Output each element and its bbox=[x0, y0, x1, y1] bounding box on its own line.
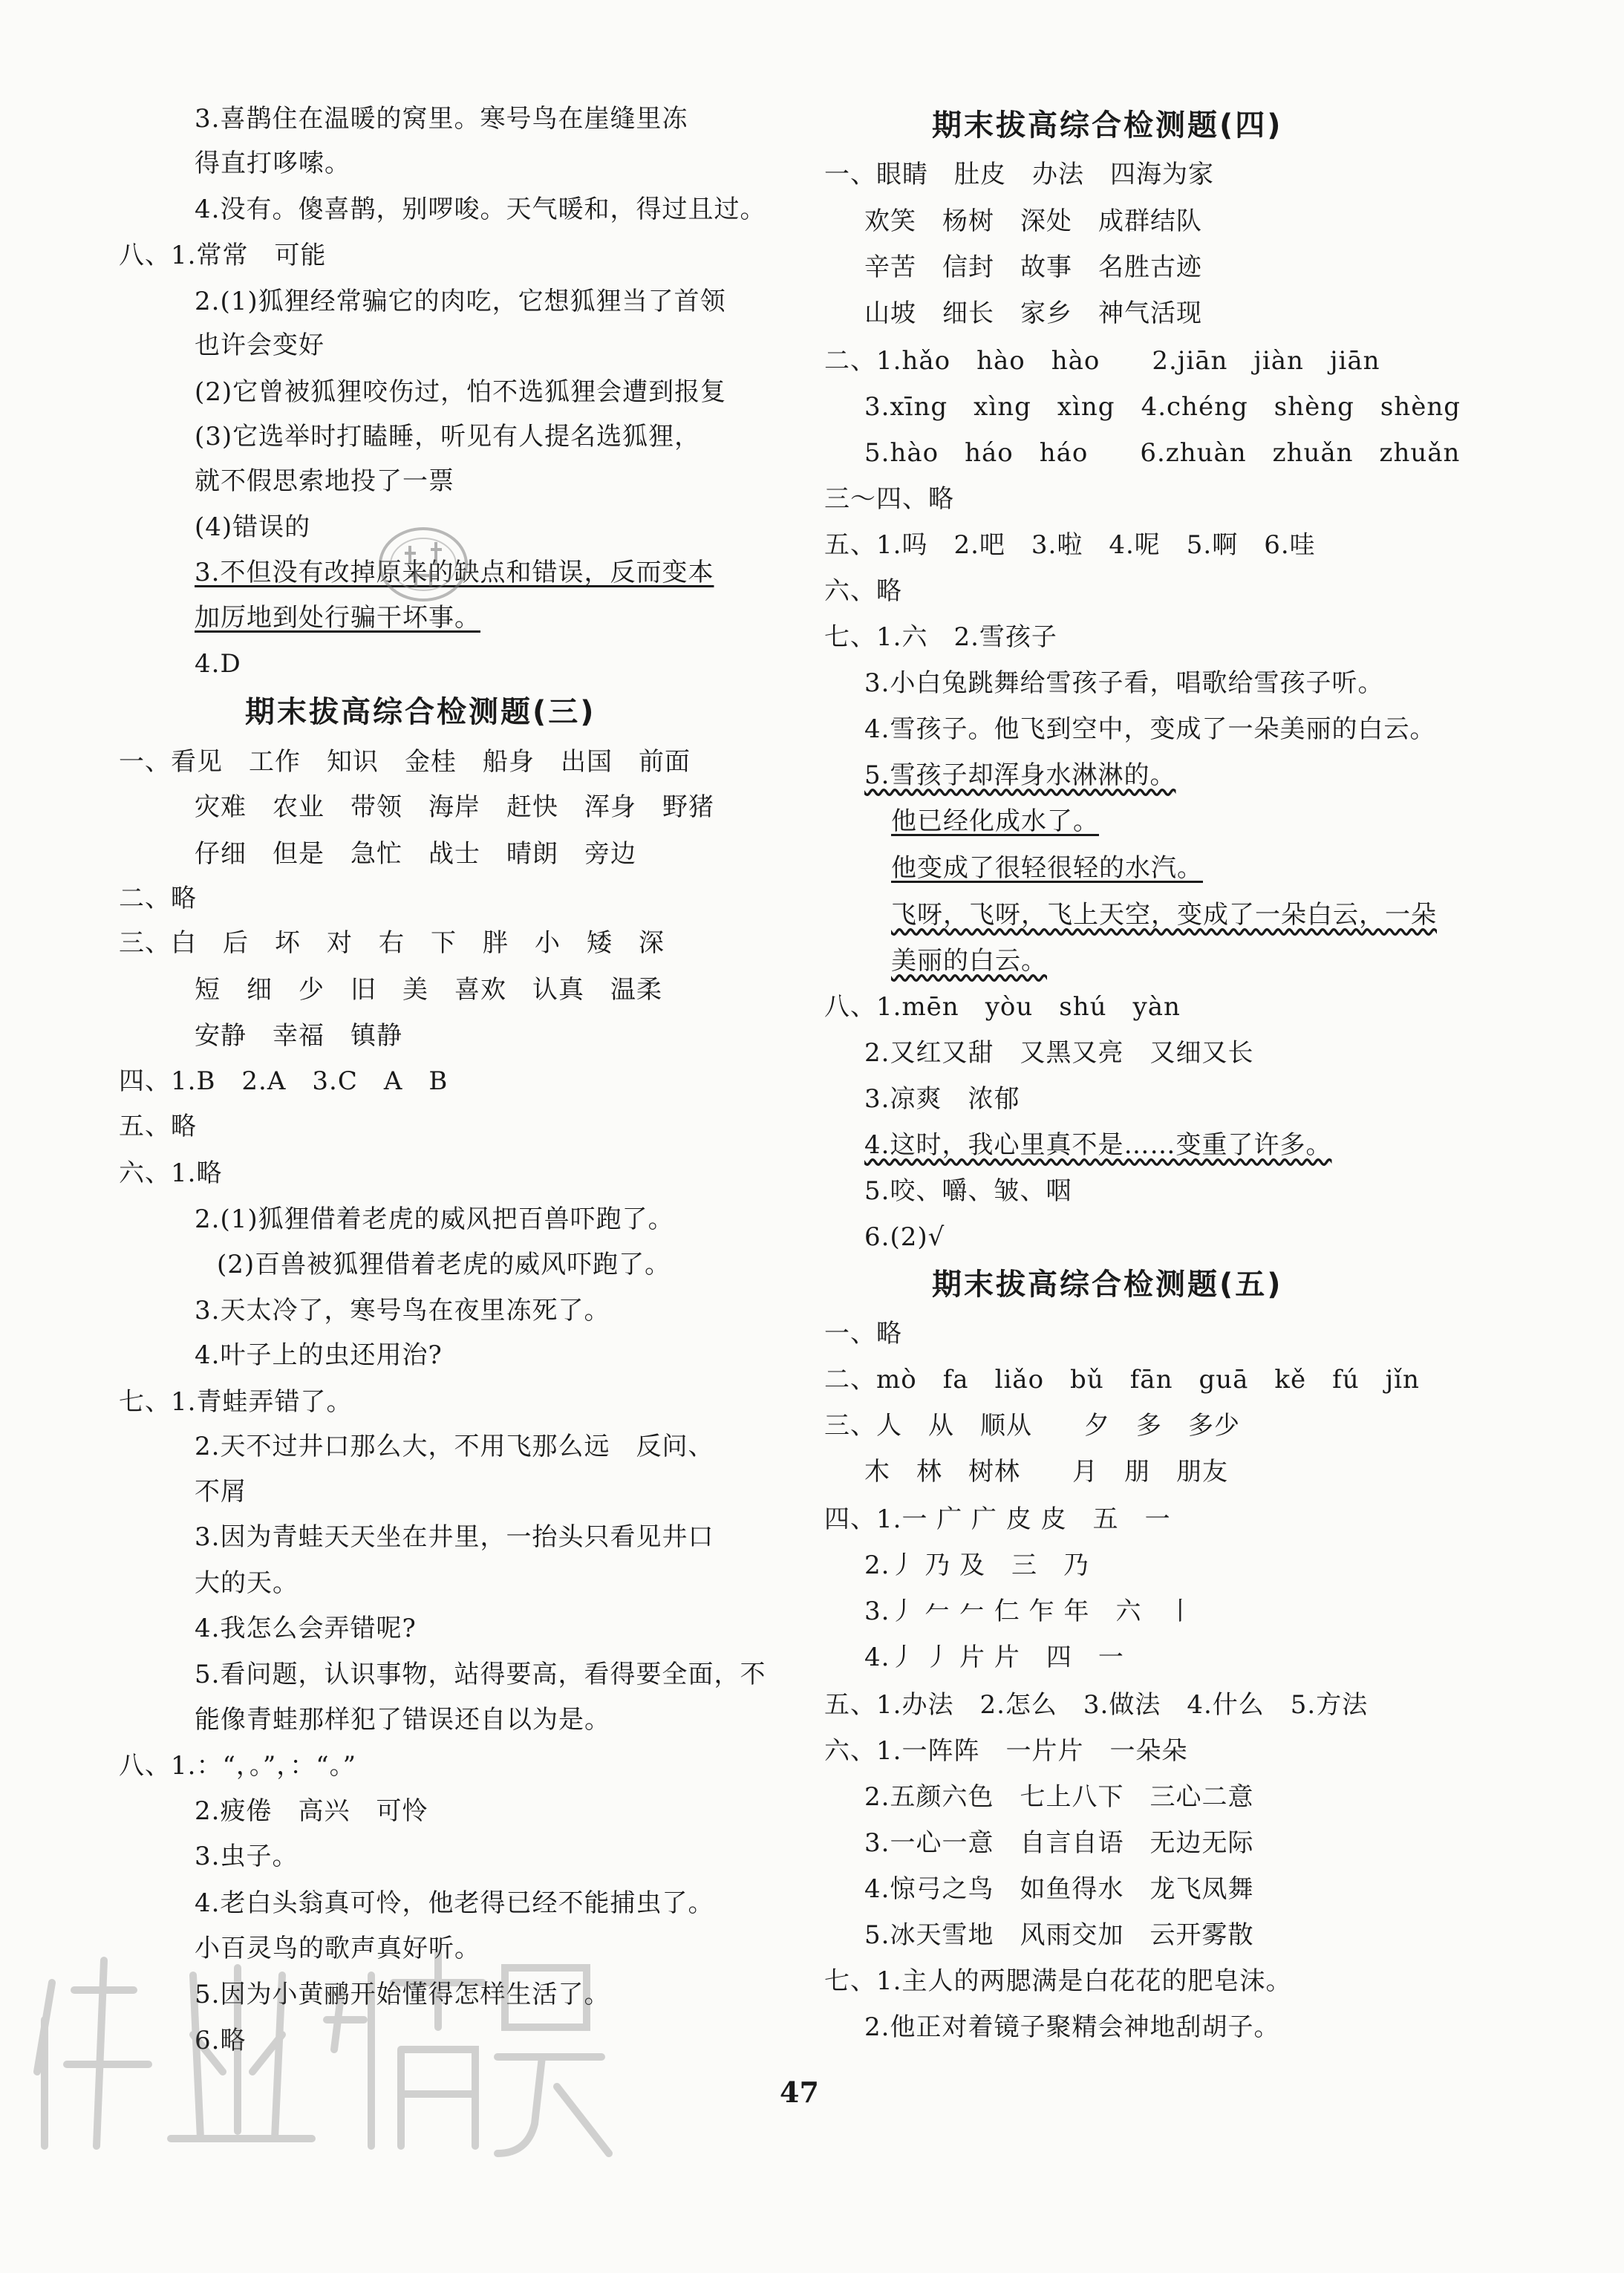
answer-line: 一、眼睛 肚皮 办法 四海为家 bbox=[824, 160, 1214, 189]
answer-line: 5.雪孩子却浑身水淋淋的。 bbox=[864, 760, 1176, 790]
answer-line: 加厉地到处行骗干坏事。 bbox=[195, 603, 480, 633]
answer-line: 2.五颜六色 七上八下 三心二意 bbox=[864, 1782, 1254, 1812]
answer-line: 一、略 bbox=[824, 1319, 902, 1349]
answer-line: 七、1.青蛙弄错了。 bbox=[119, 1387, 353, 1417]
answer-line: (3)它选举时打瞌睡，听见有人提名选狐狸， bbox=[195, 422, 701, 451]
answer-line: 4.老白头翁真可怜，他老得已经不能捕虫了。 bbox=[195, 1888, 714, 1918]
answer-line: 六、略 bbox=[824, 576, 902, 606]
section-title: 期末拔高综合检测题(五) bbox=[932, 1268, 1283, 1302]
answer-line: 八、1.mēn yòu shú yàn bbox=[824, 992, 1181, 1022]
answer-line: 七、1.主人的两腮满是白花花的肥皂沫。 bbox=[824, 1966, 1292, 1996]
answer-line: 2.疲倦 高兴 可怜 bbox=[195, 1796, 428, 1826]
answer-line: 二、1.hǎo hào hào 2.jiān jiàn jiān bbox=[824, 346, 1380, 376]
answer-line: 3.小白兔跳舞给雪孩子看，唱歌给雪孩子听。 bbox=[864, 668, 1384, 698]
answer-line: 四、1.一 广 广 皮 皮 五 一 bbox=[824, 1504, 1171, 1534]
answer-line: 2.丿 乃 及 三 乃 bbox=[864, 1550, 1090, 1580]
answer-line: 五、略 bbox=[119, 1112, 197, 1141]
answer-line: 3.凉爽 浓郁 bbox=[864, 1084, 1020, 1114]
answer-line: 5.看问题，认识事物，站得要高，看得要全面，不 bbox=[195, 1660, 766, 1689]
answer-line: 八、1.常常 可能 bbox=[119, 241, 327, 270]
answer-line: 5.hào háo háo 6.zhuàn zhuǎn zhuǎn bbox=[864, 438, 1461, 468]
answer-line: 五、1.吗 2.吧 3.啦 4.呢 5.啊 6.哇 bbox=[824, 530, 1316, 560]
answer-line: 2.(1)狐狸借着老虎的威风把百兽吓跑了。 bbox=[195, 1204, 674, 1234]
answer-line: 灾难 农业 带领 海岸 赶快 浑身 野猪 bbox=[195, 792, 714, 822]
answer-line: 5.咬、嚼、皱、咽 bbox=[864, 1176, 1072, 1206]
watermark-logo bbox=[22, 1901, 616, 2183]
section-title: 期末拔高综合检测题(四) bbox=[932, 108, 1283, 143]
answer-line: 4.这时，我心里真不是……变重了许多。 bbox=[864, 1130, 1332, 1160]
answer-line: 二、mò fa liǎo bǔ fān guā kě fú jǐn bbox=[824, 1365, 1420, 1395]
answer-line: 3.一心一意 自言自语 无边无际 bbox=[864, 1828, 1254, 1858]
answer-line: 山坡 细长 家乡 神气活现 bbox=[864, 299, 1202, 328]
answer-line: 3.不但没有改掉原来的缺点和错误，反而变本 bbox=[195, 558, 714, 587]
answer-line: 5.冰天雪地 风雨交加 云开雾散 bbox=[864, 1920, 1254, 1950]
answer-line: 他变成了很轻很轻的水汽。 bbox=[891, 853, 1203, 883]
answer-line: 辛苦 信封 故事 名胜古迹 bbox=[864, 252, 1202, 282]
answer-line: 三、白 后 坏 对 右 下 胖 小 矮 深 bbox=[119, 928, 665, 958]
answer-line: 八、1.：“，。”，：“。” bbox=[119, 1751, 356, 1781]
answer-line: 六、1.略 bbox=[119, 1158, 223, 1188]
answer-line: 6.略 bbox=[195, 2026, 247, 2055]
answer-line: 得直打哆嗦。 bbox=[195, 149, 350, 178]
answer-line: 飞呀，飞呀，飞上天空，变成了一朵白云，一朵 bbox=[891, 900, 1437, 930]
answer-line: 他已经化成水了。 bbox=[891, 806, 1099, 836]
answer-line: 木 林 树林 月 朋 朋友 bbox=[864, 1457, 1228, 1487]
answer-line: 3.喜鹊住在温暖的窝里。寒号鸟在崖缝里冻 bbox=[195, 104, 688, 134]
section-title: 期末拔高综合检测题(三) bbox=[245, 695, 596, 729]
answer-line: 4.D bbox=[195, 649, 241, 679]
answer-line: 3.因为青蛙天天坐在井里，一抬头只看见井口 bbox=[195, 1522, 714, 1552]
answer-line: 二、略 bbox=[119, 884, 197, 913]
answer-line: 4.雪孩子。他飞到空中，变成了一朵美丽的白云。 bbox=[864, 714, 1436, 744]
answer-line: 仔细 但是 急忙 战士 晴朗 旁边 bbox=[195, 839, 636, 869]
answer-line: 3.虫子。 bbox=[195, 1842, 299, 1871]
answer-line: 不屑 bbox=[195, 1477, 247, 1507]
answer-line: 4.惊弓之鸟 如鱼得水 龙飞凤舞 bbox=[864, 1874, 1254, 1904]
answer-line: 3.xīng xìng xìng 4.chéng shèng shèng bbox=[864, 392, 1461, 422]
answer-line: 6.(2)√ bbox=[864, 1222, 945, 1252]
answer-line: 安静 幸福 镇静 bbox=[195, 1021, 402, 1051]
answer-line: 2.天不过井口那么大，不用飞那么远 反问、 bbox=[195, 1432, 714, 1461]
answer-line: 也许会变好 bbox=[195, 330, 325, 360]
answer-line: 2.(1)狐狸经常骗它的肉吃，它想狐狸当了首领 bbox=[195, 287, 726, 316]
answer-line: 短 细 少 旧 美 喜欢 认真 温柔 bbox=[195, 975, 662, 1005]
answer-line: 4.没有。傻喜鹊，别啰唆。天气暖和，得过且过。 bbox=[195, 195, 766, 224]
answer-line: 大的天。 bbox=[195, 1568, 299, 1598]
answer-line: 4.我怎么会弄错呢? bbox=[195, 1614, 417, 1643]
answer-line: 2.又红又甜 又黑又亮 又细又长 bbox=[864, 1038, 1254, 1068]
answer-line: 小百灵鸟的歌声真好听。 bbox=[195, 1934, 480, 1963]
answer-line: 5.因为小黄鹂开始懂得怎样生活了。 bbox=[195, 1980, 610, 2009]
answer-line: (2)百兽被狐狸借着老虎的威风吓跑了。 bbox=[217, 1250, 671, 1279]
stamp-logo bbox=[375, 524, 472, 605]
answer-line: 六、1.一阵阵 一片片 一朵朵 bbox=[824, 1736, 1188, 1766]
page-number: 47 bbox=[780, 2075, 819, 2109]
answer-line: 三、人 从 顺从 夕 多 多少 bbox=[824, 1411, 1240, 1441]
answer-line: 美丽的白云。 bbox=[891, 946, 1047, 976]
answer-line: 4.叶子上的虫还用治? bbox=[195, 1340, 443, 1370]
answer-line: 就不假思索地投了一票 bbox=[195, 466, 454, 496]
answer-line: 4.丿 丿 片 片 四 一 bbox=[864, 1643, 1124, 1672]
answer-line: 五、1.办法 2.怎么 3.做法 4.什么 5.方法 bbox=[824, 1690, 1369, 1720]
answer-line: 四、1.B 2.A 3.C A B bbox=[119, 1066, 449, 1096]
answer-line: 2.他正对着镜子聚精会神地刮胡子。 bbox=[864, 2012, 1280, 2042]
answer-line: 一、看见 工作 知识 金桂 船身 出国 前面 bbox=[119, 747, 691, 777]
answer-line: 三～四、略 bbox=[824, 484, 954, 514]
answer-line: 3.丿 𠂉 𠂉 仁 乍 年 六 丨 bbox=[864, 1597, 1194, 1626]
answer-line: (2)它曾被狐狸咬伤过，怕不选狐狸会遭到报复 bbox=[195, 377, 727, 407]
answer-line: 欢笑 杨树 深处 成群结队 bbox=[864, 206, 1202, 236]
answer-line: 能像青蛙那样犯了错误还自以为是。 bbox=[195, 1705, 610, 1735]
answer-line: 3.天太冷了，寒号鸟在夜里冻死了。 bbox=[195, 1296, 610, 1325]
answer-line: 七、1.六 2.雪孩子 bbox=[824, 622, 1057, 652]
answer-line: (4)错误的 bbox=[195, 512, 311, 542]
